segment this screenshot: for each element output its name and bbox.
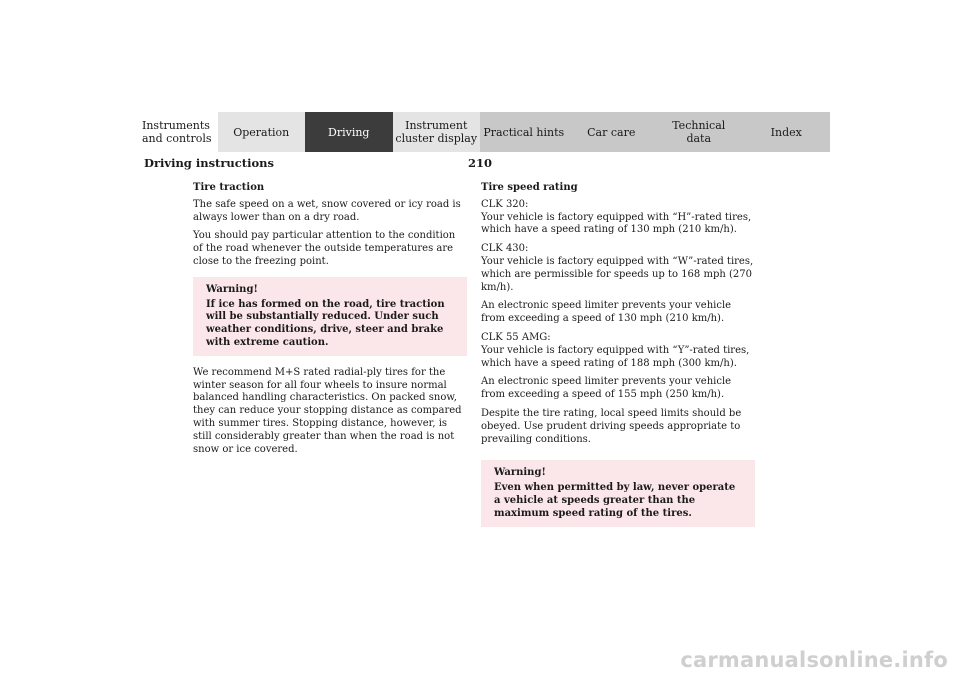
tab-label: Instrument cluster display <box>395 119 478 145</box>
warning-text: Even when permitted by law, never operate a vehicle at speeds greater than the maximum speed rating of the tires. <box>494 482 736 519</box>
tab-practical-hints[interactable] <box>480 112 568 152</box>
paragraph: You should pay particular attention to the condition of the road whenever the outside temperatures are close to the freezing point. <box>193 230 456 267</box>
section-title: Driving instructions <box>144 156 274 170</box>
paragraph: The safe speed on a wet, snow covered or icy road is always lower than on a dry road. <box>193 198 461 223</box>
tab-label: Operation <box>233 125 290 139</box>
tab-label: Practical hints <box>483 125 565 139</box>
page-number: 210 <box>467 156 492 170</box>
model-label: CLK 430: <box>481 243 529 255</box>
tab-label: Instruments and controls <box>142 119 212 145</box>
model-label: CLK 320: <box>481 198 529 210</box>
warning-title: Warning! <box>206 283 258 295</box>
paragraph: Your vehicle is factory equipped with “H”-rated tires, which have a speed rating of 130 mph (210 km/h). <box>481 211 752 236</box>
paragraph: Your vehicle is factory equipped with “W”-rated tires, which are permissible for speeds up to 168 mph (270 km/h). <box>481 255 754 293</box>
paragraph: An electronic speed limiter prevents your vehicle from exceeding a speed of 155 mph (250 km/h). <box>481 376 732 401</box>
watermark-text: carmanualsonline.info <box>680 648 948 672</box>
paragraph: Your vehicle is factory equipped with “Y”-rated tires, which have a speed rating of 188 mph (300 km/h). <box>481 344 750 369</box>
tab-index[interactable] <box>743 112 831 152</box>
tire-speed-rating-heading: Tire speed rating <box>481 182 578 193</box>
warning-box <box>193 277 467 356</box>
model-label: CLK 55 AMG: <box>481 331 551 343</box>
tab-instruments-and-controls[interactable] <box>130 112 218 152</box>
paragraph: We recommend M+S rated radial-ply tires for the winter season for all four wheels to insure normal balanced handling characteristics. On packed snow, they can reduce your stopping distance as compared with summer tires. Stopping distance, however, is still considerably greater than when the road is not snow or ice covered. <box>193 366 462 455</box>
tab-label: Car care <box>587 125 636 139</box>
warning-text: If ice has formed on the road, tire traction will be substantially reduced. Under such weather conditions, drive, steer and brake with extreme caution. <box>206 298 445 348</box>
warning-box <box>481 460 755 526</box>
tab-instrument-cluster-display[interactable] <box>393 112 481 152</box>
paragraph: Despite the tire rating, local speed limits should be obeyed. Use prudent driving speeds appropriate to prevailing conditions. <box>481 407 742 445</box>
right-column <box>481 182 755 538</box>
warning-title: Warning! <box>494 467 546 479</box>
tab-operation[interactable] <box>218 112 306 152</box>
paragraph: An electronic speed limiter prevents your vehicle from exceeding a speed of 130 mph (210 km/h). <box>481 300 732 325</box>
tab-label: Index <box>770 125 802 139</box>
tab-technical-data[interactable] <box>655 112 743 152</box>
tab-label: Technical data <box>672 119 726 145</box>
left-column <box>193 182 467 462</box>
section-nav <box>130 112 830 152</box>
tire-traction-heading: Tire traction <box>193 182 265 193</box>
tab-car-care[interactable] <box>568 112 656 152</box>
tab-driving[interactable] <box>305 112 393 152</box>
tab-label: Driving <box>328 125 370 139</box>
